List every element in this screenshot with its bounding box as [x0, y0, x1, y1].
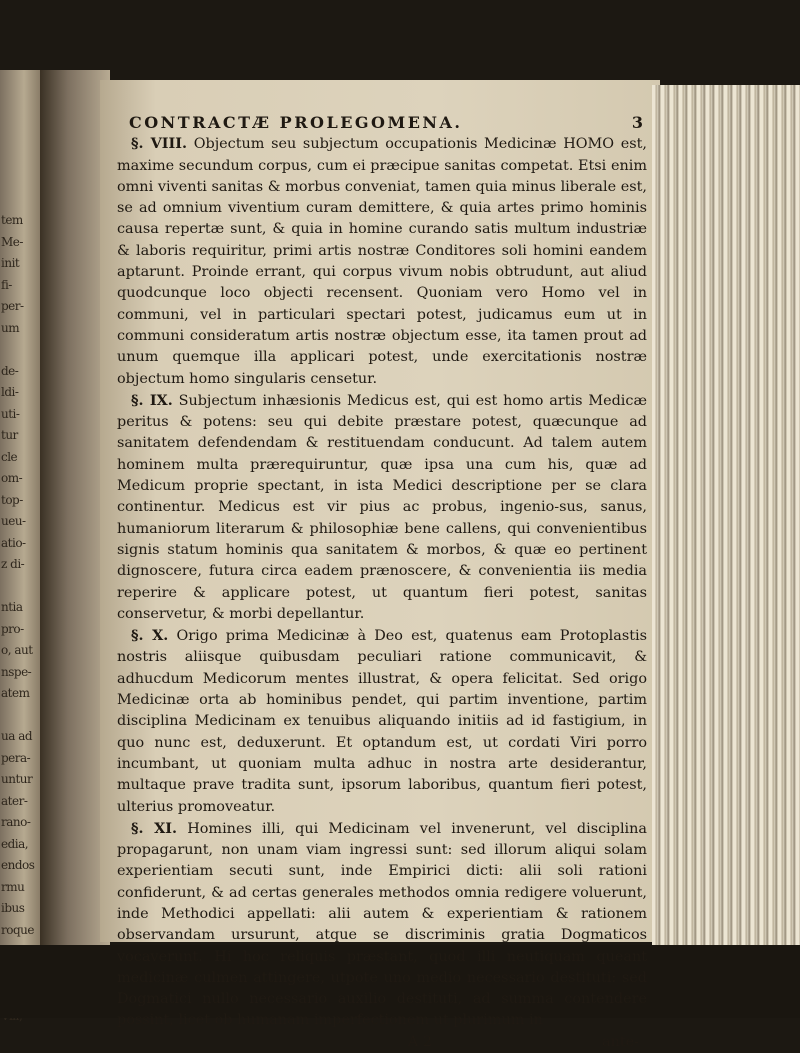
running-header — [129, 112, 647, 133]
left-fragment: rano- — [1, 815, 31, 829]
left-fragment: ua ad — [1, 729, 33, 743]
running-title: CONTRACTÆ PROLEGOMENA. — [129, 113, 463, 132]
paragraph-text: Origo prima Medicinæ à Deo est, quatenus eam Protoplastis nostris aliisque quibusdam peculiari ratione communicavit, & adhucdum Medicorum mentes illustrat, & opera felicitat. Sed origo Medicinæ orta ab hominibus pendet, qui partim inventione, partim disciplina Medicinam ex tenuibus aliquando initiis ad id fastigium, in quo nunc est, deduxerunt. Et optandum est, ut cordati Viri porro incumbant, ut quoniam multa adhuc in nostra arte desiderantur, multaque prave tradita sunt, ipsorum laboribus, quantum fieri potest, ulterius promoveatur. — [117, 628, 647, 815]
left-fragment: uti- — [1, 406, 20, 421]
left-fragment: roque — [1, 922, 34, 937]
page-number: 3 — [631, 113, 643, 132]
catchword: ante- — [601, 1033, 639, 1050]
left-fragment: ater- — [1, 793, 28, 808]
left-page-edge — [0, 70, 40, 950]
left-fragment: Me- — [1, 234, 23, 249]
left-fragment: nspe- — [1, 664, 32, 679]
left-fragment: endos — [1, 858, 35, 872]
left-fragment: atio- — [1, 535, 26, 550]
section-number: §. XI. — [131, 819, 178, 837]
paragraph-text: Homines illi, qui Medicinam vel invenerunt, vel disciplina propagarunt, non unam viam ingressi sunt: sed illorum aliqui solam experientiam secuti sunt, inde Empirici dicti: alii soli rationi confiderunt, & ad certas generales methodos omnia redigere voluerunt, inde Methodici appellati: alii autem & experientiam & rationem observandam ursurunt, atque se discriminis gratia Dogmaticos vocaverunt. Hi hoc reliquis præstant, quod illi neutiquam queant medicinæ culmen attingere, utpote uno medio necessario destituti: sed Dogmatici nullo necessario auxilio destituti, ad summa contendere possint, licet ob humanam imperfectionem ut plurimum in — [117, 820, 648, 1029]
left-fragment: edia, — [1, 836, 29, 851]
section-number: §. VIII. — [131, 135, 188, 153]
left-fragment: tur — [1, 428, 18, 442]
page-text — [117, 112, 647, 1053]
left-fragment: ntia — [1, 600, 23, 614]
left-fragment — [1, 705, 35, 727]
signature-mark: A 2 — [407, 1033, 432, 1050]
left-fragment — [1, 339, 35, 361]
left-fragment: cle — [1, 449, 18, 464]
section-number: §. X. — [131, 627, 169, 645]
left-fragment: um — [1, 320, 20, 335]
left-fragment: de- — [1, 363, 19, 378]
left-fragment: ueu- — [1, 514, 26, 528]
left-fragment: per- — [1, 299, 24, 313]
left-fragment: untur — [1, 772, 33, 786]
left-fragment: top- — [1, 492, 23, 507]
paragraph-text: Objectum seu subjectum occupationis Medicinæ HOMO est, maxime secundum corpus, cum ei præcipue sanitas competat. Etsi enim omni viventi sanitas & morbus conveniat, tamen quia minus liberale est, se ad omnium viventium curam demittere, & quia artes primo hominis causa repertæ sunt, & quia in homine curando satis multum industriæ & laboris requiritur, primi artis nostræ Conditores soli homini eandem aptarunt. Proinde errant, qui corpus vivum nobis obtrudunt, aut aliud quodcunque loco objecti recensent. Quoniam vero Homo vel in communi, vel in particulari spectari potest, judicamus eum ut in communi consideratum artis nostræ objectum esse, ita tamen prout ad unum quemque illa applicari potest, unde exercitationis nostræ objectum homo singularis censetur. — [117, 136, 647, 387]
paragraph-text: Subjectum inhæsionis Medicus est, qui est homo artis Medicæ peritus & potens: seu qui debite præstare potest, quæcunque ad sanitatem defendendam & restituendam conducunt. Ad talem autem hominem multa prærequiruntur, quæ ipsa una cum his, quæ ad Medicum proprie spectant, in ista Medici descriptione per se clara continentur. Medicus est vir pius ac probus, ingenio-sus, sanus, humaniorum literarum & philosophiæ bene callens, qui convenientibus signis statum hominis qua sanitatem & morbos, & quæ eo pertinent dignoscere, futura circa eadem prænoscere, & convenientia iis media reperire & applicare potest, ut quantum fieri potest, sanitas conservetur, & morbi depellantur. — [117, 392, 647, 622]
left-fragment: o, aut — [1, 643, 33, 657]
left-fragment: tem — [1, 213, 23, 227]
paragraph-xi — [117, 818, 647, 1032]
section-number: §. IX. — [131, 391, 173, 409]
left-fragment: om- — [1, 471, 23, 485]
page-footer — [117, 1032, 647, 1053]
left-fragment: rmu — [1, 879, 25, 894]
left-fragment: ldi- — [1, 385, 19, 399]
paragraph-viii — [117, 133, 647, 390]
left-fragment: atem — [1, 686, 30, 700]
left-page-fragments — [1, 210, 35, 1027]
left-fragment: pro- — [1, 621, 24, 636]
paragraph-x — [117, 625, 647, 818]
page-stack-edge — [652, 85, 800, 945]
left-fragment: ibus — [1, 901, 25, 915]
paragraph-ix — [117, 390, 647, 625]
left-fragment: init — [1, 256, 20, 270]
left-fragment: fi- — [1, 277, 12, 292]
left-fragment: z di- — [1, 557, 25, 571]
left-fragment — [1, 576, 35, 598]
left-fragment: pera- — [1, 750, 31, 765]
